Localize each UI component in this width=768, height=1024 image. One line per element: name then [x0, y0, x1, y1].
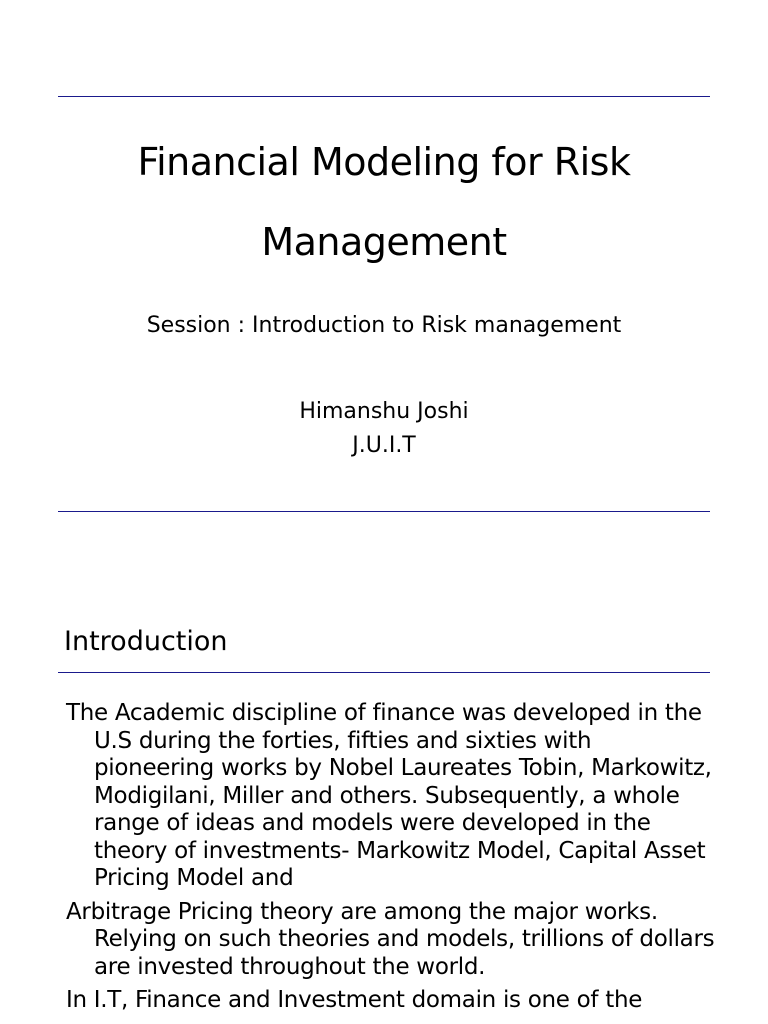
section-heading: Introduction	[64, 626, 228, 657]
slide-bottom-divider	[58, 511, 710, 512]
author-institution: J.U.I.T	[352, 433, 416, 458]
body-text	[66, 700, 716, 1021]
paragraph: Arbitrage Pricing theory are among the major works. Relying on such theories and models, trillions of dollars are invested throughout the world.	[66, 898, 715, 980]
top-divider	[58, 96, 710, 97]
author-name: Himanshu Joshi	[299, 399, 469, 424]
paragraph: In I.T, Finance and Investment domain is one of the	[66, 987, 643, 1013]
slide-title: Financial Modeling for Risk Management	[137, 140, 631, 264]
heading-divider	[58, 672, 710, 673]
paragraph: The Academic discipline of finance was developed in the U.S during the forties, fifties and sixties with pioneering works by Nobel Laureates Tobin, Markowitz, Modigilani, Miller and others. Subsequently, a whole range of ideas and models were developed in the theory of investments- Markowitz Model, Capital Asset Pricing Model and	[66, 700, 712, 891]
author-block	[58, 395, 710, 463]
session-subtitle: Session : Introduction to Risk management	[146, 313, 622, 338]
